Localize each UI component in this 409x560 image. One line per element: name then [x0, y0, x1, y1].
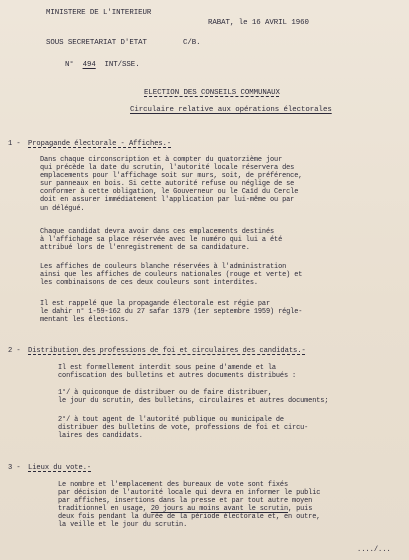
section-2-paragraph-1: Il est formellement interdit sous peine d'amende et la confiscation des bulletins et autres documents distribués :: [58, 364, 297, 381]
section-1-paragraph-4: Il est rappelé que la propagande électorale est régie par le dahir n° 1-59-162 du 27 safar 1379 (1er septembre 1959) régle- mentant les élections.: [40, 300, 303, 325]
reference-number: 494: [82, 61, 96, 69]
section-3-number: 3 -: [8, 464, 21, 472]
section-2-number: 2 -: [8, 347, 21, 355]
section-2-paragraph-2: 1°/ à quiconque de distribuer ou de faire distribuer, le jour du scrutin, des bulletins, circulaires et autres documents;: [58, 389, 329, 406]
section-1-heading: Propagande électorale - Affiches.-: [28, 140, 172, 148]
initials: C/B.: [183, 39, 201, 47]
section-2-heading: Distribution des professions de foi et circulaires des candidats.-: [28, 347, 306, 355]
ministry-name: MINISTERE DE L'INTERIEUR: [46, 9, 152, 17]
section-3-paragraph-1: Le nombre et l'emplacement des bureaux de vote sont fixés par décision de l'autorité locale qui devra en informer le public par affiches, insertions dans la presse et par tout autre moyen traditionnel en usage, 20 jours au moins avant le scrutin, puis deux fois pendant la durée de la période électorale et, en outre, la veille et le jour du scrutin.: [58, 481, 321, 530]
section-1-paragraph-2: Chaque candidat devra avoir dans ces emplacements destinés à l'affichage sa place réservée avec le numéro qui lui a été attribué lors de l'enregistrement de sa candidature.: [40, 228, 283, 253]
number-suffix: INT/SSE.: [104, 61, 140, 69]
place-date: RABAT, le 16 AVRIL 1960: [208, 19, 309, 27]
section-2-paragraph-3: 2°/ à tout agent de l'autorité publique ou municipale de distribuer des bulletins de vote, professions de foi et circu- laires des candidats.: [58, 416, 309, 441]
document-title: ELECTION DES CONSEILS COMMUNAUX: [144, 89, 280, 97]
continuation-mark: ..../...: [357, 546, 391, 554]
section-1-paragraph-1: Dans chaque circonscription et à compter du quatorzième jour qui précède la date du scrutin, l'autorité locale réservera des emplacements pour l'affichage soit sur murs, soit, de préférence, sur panneaux en bois. Si cette autorité refuse ou néglige de se conformer à cette obligation, le Gouverneur ou le Caïd du Cercle doit en assurer immédiatement l'application par lui-même ou par un délégué.: [40, 156, 303, 213]
section-1-number: 1 -: [8, 140, 21, 148]
section-3-heading: Lieux du vote.-: [28, 464, 92, 472]
number-prefix: N°: [65, 61, 74, 69]
deadline-emphasis: 20 jours au moins avant le scrutin: [150, 505, 289, 514]
subsecretariat-name: SOUS SECRETARIAT D'ETAT: [46, 39, 147, 47]
document-subtitle: Circulaire relative aux opérations électorales: [130, 106, 332, 114]
section-1-paragraph-3: Les affiches de couleurs blanche réservées à l'administration ainsi que les affiches de couleurs nationales (rouge et verte) et les combinaisons de ces deux couleurs sont interdites.: [40, 263, 303, 288]
reference-number-row: [65, 61, 140, 70]
